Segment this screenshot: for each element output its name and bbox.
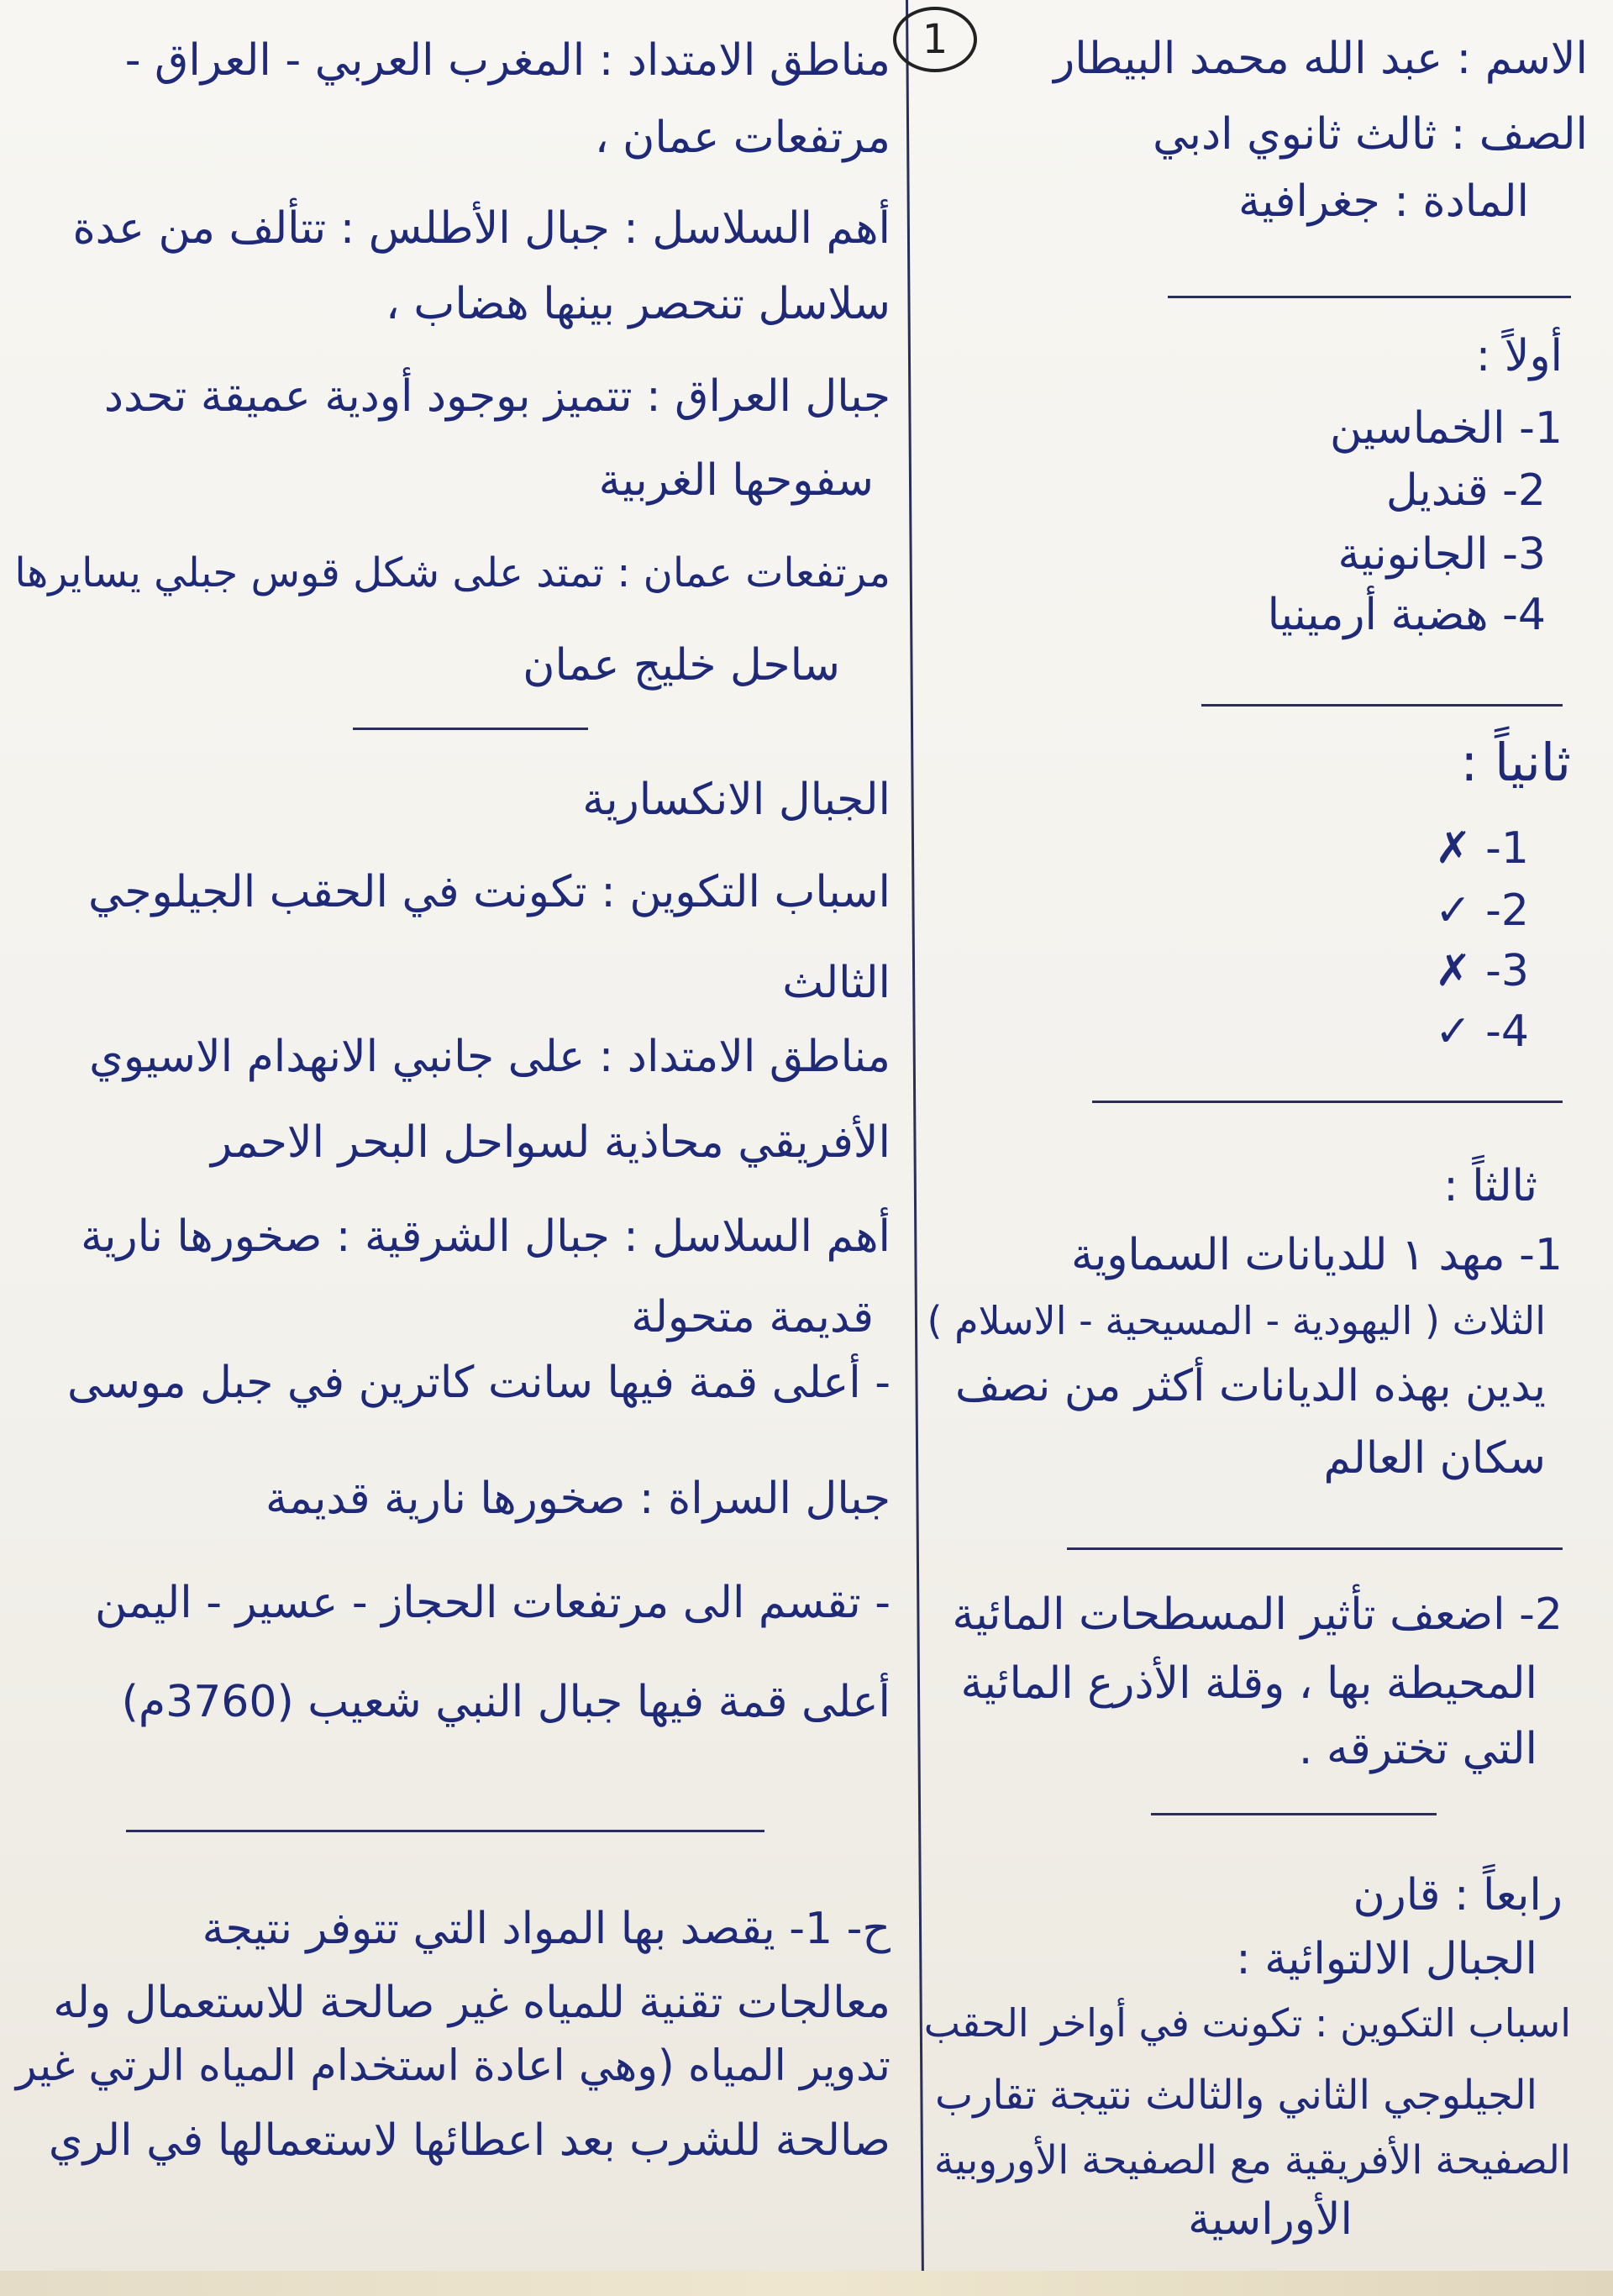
q4-line: الجيلوجي الثاني والثالث نتيجة تقارب [935, 2072, 1537, 2119]
separator [1067, 1547, 1563, 1550]
block1-line: جبال العراق : تتميز بوجود أودية عميقة تحدد [103, 371, 891, 422]
q3-item1-line: سكان العالم [1323, 1433, 1546, 1484]
paper-edge [0, 2271, 1613, 2296]
q2-answer: 2- ✓ [1435, 885, 1529, 936]
q4-line: الأوراسية [1188, 2194, 1353, 2245]
block2-line: أعلى قمة فيها جبال النبي شعيب (3760م) [121, 1677, 891, 1727]
block2-line: الثالث [782, 958, 891, 1008]
q4-line: الصفيحة الأفريقية مع الصفيحة الأوروبية [933, 2137, 1571, 2183]
block3-line: صالحة للشرب بعد اعطائها لاستعمالها في الري [48, 2115, 891, 2166]
q3-heading: ثالثاً : [1443, 1161, 1537, 1211]
block3-line: ح- 1- يقصد بها المواد التي تتوفر نتيجة [202, 1904, 891, 1954]
block2-line: - أعلى قمة فيها سانت كاترين في جبل موسى [66, 1358, 891, 1408]
q3-item1-line: يدين بهذه الديانات أكثر من نصف [954, 1361, 1546, 1411]
separator [1168, 296, 1571, 298]
block2-line: أهم السلاسل : جبال الشرقية : صخورها نارية [81, 1211, 891, 1262]
q3-item2-line: المحيطة بها ، وقلة الأذرع المائية [960, 1658, 1537, 1709]
separator [1201, 704, 1563, 707]
separator [1151, 1813, 1437, 1815]
q1-answer: 3- الجانونية [1337, 529, 1546, 580]
block2-line: جبال السراة : صخورها نارية قديمة [265, 1474, 891, 1524]
block1-line: ساحل خليج عمان [523, 640, 840, 691]
block1-line: أهم السلاسل : جبال الأطلس : تتألف من عدة [72, 203, 891, 254]
block1-line: مرتفعات عمان : تمتد على شكل قوس جبلي يسايرها [14, 549, 891, 596]
q2-answer: 4- ✓ [1435, 1006, 1529, 1057]
q3-item1-line: الثلاث ( اليهودية - المسيحية - الاسلام ) [927, 1298, 1546, 1343]
block2-line: مناطق الامتداد : على جانبي الانهدام الاسيوي [89, 1032, 891, 1082]
subject: المادة : جغرافية [1238, 176, 1529, 227]
column-divider [906, 0, 924, 2296]
block2-line: الأفريقي محاذية لسواحل البحر الاحمر [211, 1117, 891, 1168]
separator [126, 1830, 764, 1832]
block1-line: مرتفعات عمان ، [594, 113, 891, 163]
block1-line: مناطق الامتداد : المغرب العربي - العراق - [124, 35, 891, 86]
q3-item1-line: 1- مهد ١ للديانات السماوية [1070, 1230, 1563, 1280]
separator [1092, 1101, 1563, 1103]
block2-line: اسباب التكوين : تكونت في الحقب الجيلوجي [88, 867, 891, 917]
block2-line: قديمة متحولة [631, 1292, 874, 1342]
q4-line: اسباب التكوين : تكونت في أواخر الحقب [923, 2000, 1571, 2046]
q3-item2-line: التي تخترقه . [1298, 1724, 1537, 1774]
block3-line: تدوير المياه (وهي اعادة استخدام المياه الرتي غير [15, 2041, 891, 2091]
q1-heading: أولاً : [1475, 331, 1563, 381]
student-grade: الصف : ثالث ثانوي ادبي [1153, 109, 1588, 160]
block3-line: معالجات تقنية للمياه غير صالحة للاستعمال وله [53, 1978, 891, 2028]
q1-answer: 4- هضبة أرمينيا [1267, 590, 1546, 640]
q2-answer: 1- ✗ [1435, 823, 1529, 874]
q3-item2-line: 2- اضعف تأثير المسطحات المائية [952, 1589, 1563, 1640]
block1-line: سفوحها الغربية [598, 455, 874, 506]
block1-line: سلاسل تنحصر بينها هضاب ، [386, 279, 891, 329]
q1-answer: 2- قنديل [1385, 465, 1546, 516]
q2-heading: ثانياً : [1460, 732, 1571, 793]
q2-answer: 3- ✗ [1435, 946, 1529, 996]
q1-answer: 1- الخماسين [1330, 403, 1563, 454]
student-name: الاسم : عبد الله محمد البيطار [1053, 34, 1588, 84]
block2-line: - تقسم الى مرتفعات الحجاز - عسير - اليمن [95, 1578, 891, 1628]
separator [353, 728, 588, 730]
q4-subheading: الجبال الالتوائية : [1236, 1934, 1537, 1984]
page-number-circle: 1 [893, 7, 977, 72]
block2-line: الجبال الانكسارية [582, 775, 891, 825]
q4-heading: رابعاً : قارن [1353, 1870, 1563, 1920]
